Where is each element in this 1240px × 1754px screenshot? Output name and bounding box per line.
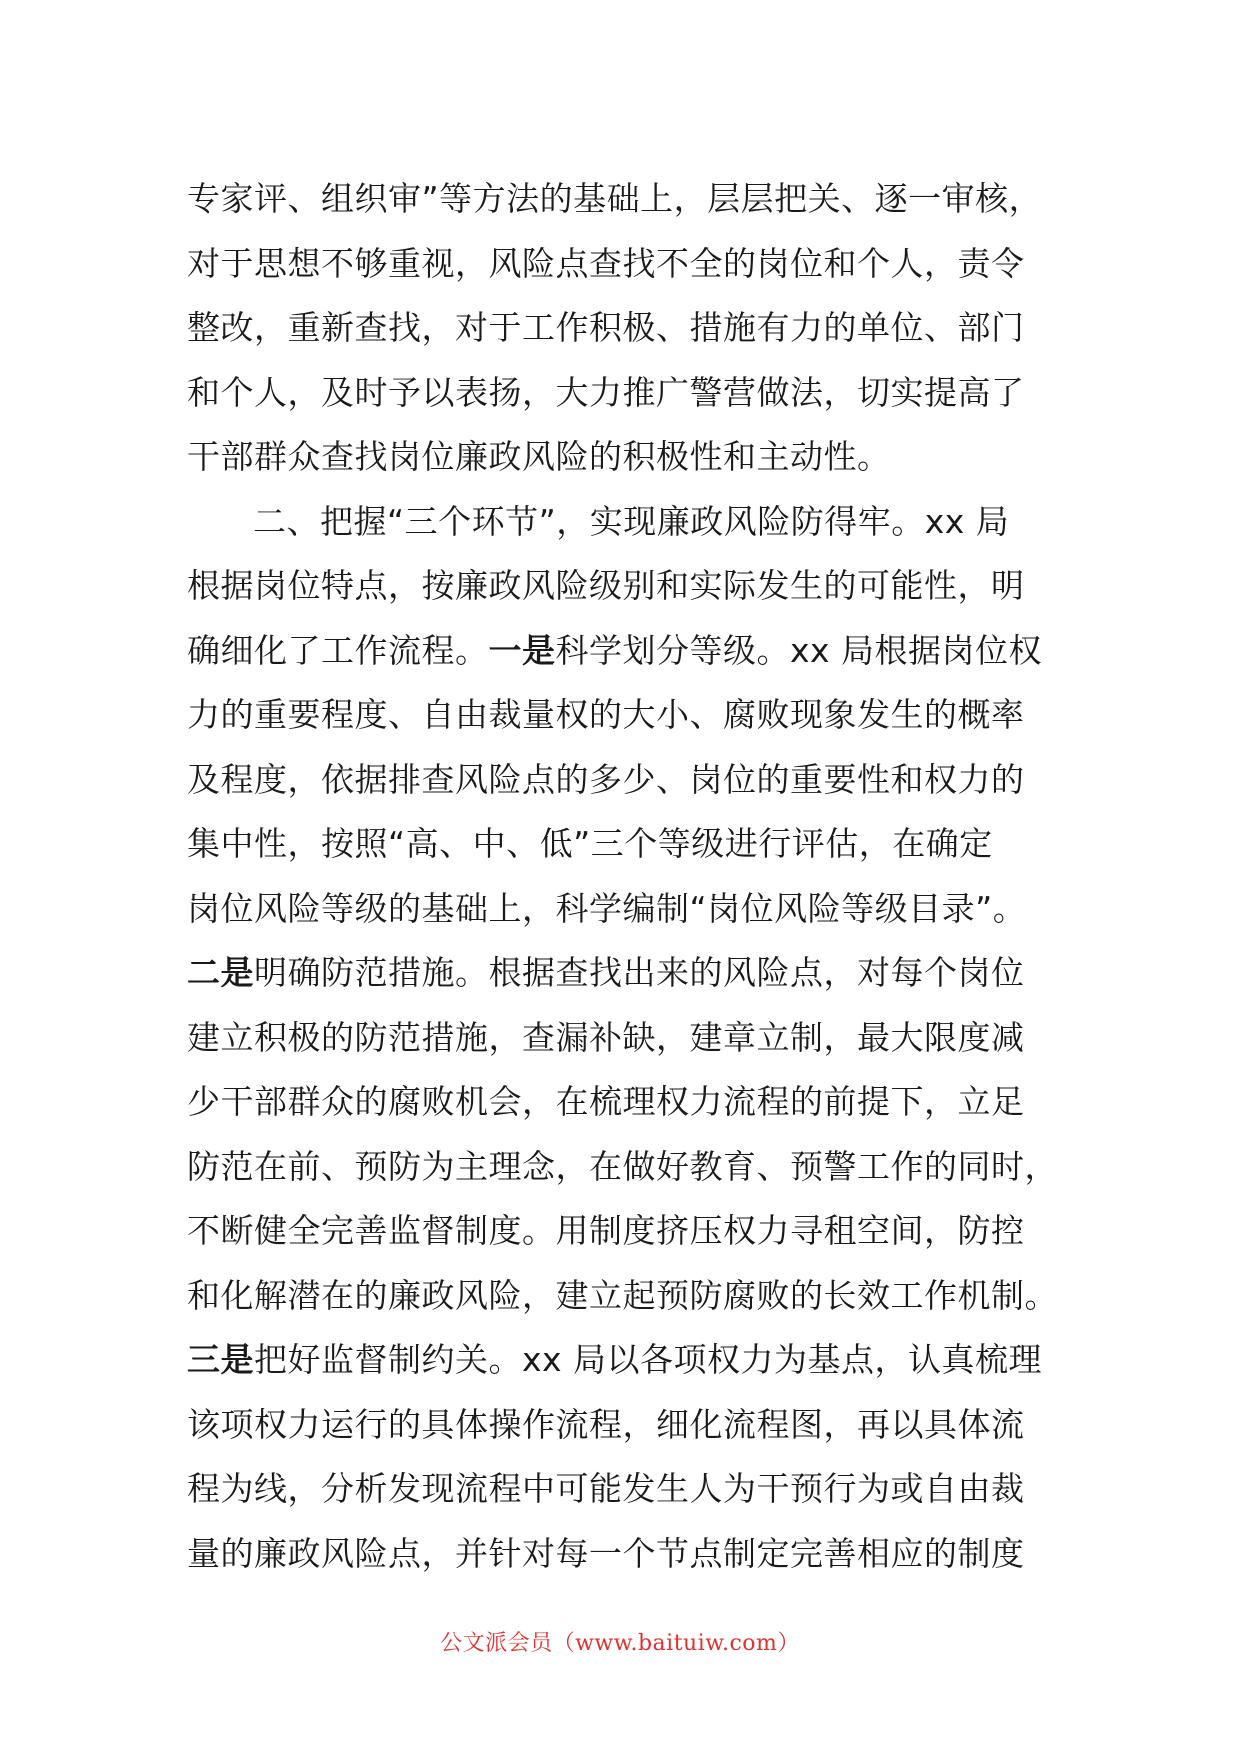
text-line [187, 877, 1057, 942]
text-run: 确细化了工作流程。 [187, 630, 489, 670]
text-run: 少干部群众的腐败机会，在梳理权力流程的前提下，立足 [187, 1082, 1025, 1121]
text-line [187, 1070, 1057, 1135]
text-line [187, 232, 1057, 297]
bold-lead-phrase: 一是 [488, 630, 556, 670]
text-run: 专家评、组织审”等方法的基础上，层层把关、逐一审核， [187, 179, 1043, 218]
text-line [187, 1457, 1057, 1522]
text-line [187, 425, 1057, 490]
text-line [187, 1264, 1057, 1329]
bold-lead-phrase: 三是 [187, 1340, 254, 1379]
text-run: 岗位风险等级的基础上，科学编制“岗位风险等级目录”。 [187, 888, 1027, 928]
document-body [187, 167, 1057, 1586]
text-line [187, 683, 1057, 748]
text-run: 明确防范措施。根据查找出来的风险点，对每个岗位 [254, 953, 1025, 992]
text-run: 量的廉政风险点，并针对每一个节点制定完善相应的制度 [187, 1533, 1025, 1573]
text-line [187, 554, 1057, 619]
text-line [187, 1328, 1057, 1393]
text-run: 防范在前、预防为主理念，在做好教育、预警工作的同时， [187, 1146, 1058, 1186]
text-line [187, 490, 1057, 555]
text-run: 建立积极的防范措施，查漏补缺，建章立制，最大限度减 [187, 1017, 1025, 1057]
text-run: 程为线，分析发现流程中可能发生人为干预行为或自由裁 [187, 1469, 1025, 1508]
text-line [187, 1135, 1057, 1200]
text-run: 和化解潜在的廉政风险，建立起预防腐败的长效工作机制。 [187, 1275, 1058, 1315]
text-run: 力的重要程度、自由裁量权的大小、腐败现象发生的概率 [187, 695, 1025, 734]
text-line [187, 296, 1057, 361]
text-line [187, 941, 1057, 1006]
text-run: 对于思想不够重视，风险点查找不全的岗位和个人，责令 [187, 243, 1025, 283]
text-run: 和个人，及时予以表扬，大力推广警营做法，切实提高了 [187, 372, 1025, 412]
text-line [187, 619, 1057, 684]
text-line [187, 167, 1057, 232]
footer-watermark: 公文派会员（www.baituiw.com） [440, 1631, 800, 1656]
text-run: 二、把握“三个环节”，实现廉政风险防得牢。xx 局 [253, 501, 1010, 541]
text-line [187, 1393, 1057, 1458]
text-run: 该项权力运行的具体操作流程，细化流程图，再以具体流 [187, 1404, 1025, 1444]
text-line [187, 1006, 1057, 1071]
text-line [187, 1522, 1057, 1587]
text-run: 整改，重新查找，对于工作积极、措施有力的单位、部门 [187, 308, 1025, 347]
text-run: 科学划分等级。xx 局根据岗位权 [555, 630, 1043, 670]
text-run: 根据岗位特点，按廉政风险级别和实际发生的可能性，明 [187, 566, 1025, 605]
text-line [187, 748, 1057, 813]
text-run: 及程度，依据排查风险点的多少、岗位的重要性和权力的 [187, 759, 1025, 799]
text-run: 干部群众查找岗位廉政风险的积极性和主动性。 [187, 437, 891, 476]
text-run: 不断健全完善监督制度。用制度挤压权力寻租空间，防控 [187, 1211, 1025, 1250]
text-line [187, 361, 1057, 426]
text-run: 把好监督制约关。xx 局以各项权力为基点，认真梳理 [254, 1340, 1043, 1379]
text-run: 集中性，按照“高、中、低”三个等级进行评估，在确定 [187, 824, 993, 863]
text-line [187, 812, 1057, 877]
bold-lead-phrase: 二是 [187, 953, 254, 992]
text-line [187, 1199, 1057, 1264]
